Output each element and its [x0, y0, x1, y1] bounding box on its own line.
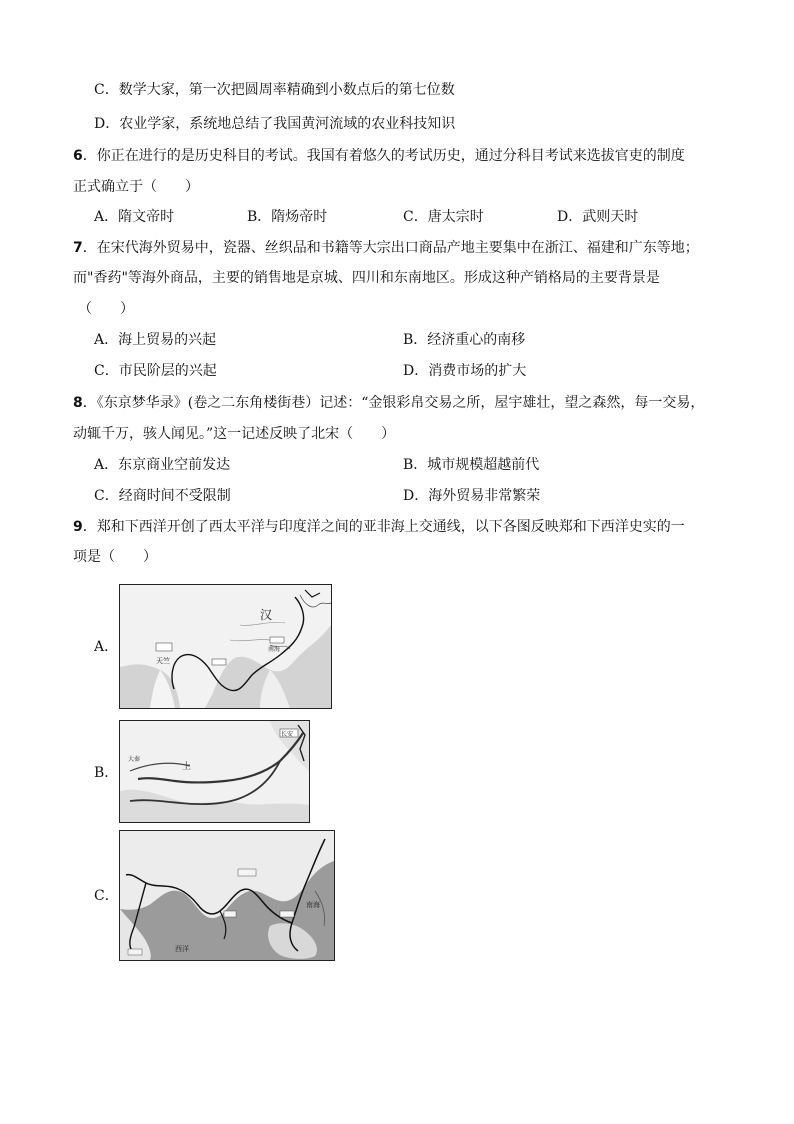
q9-option-a-label: A．: [94, 639, 119, 655]
q9-map-a-text-tianzhu: 天竺: [156, 657, 170, 665]
q6-option-b: B．隋炀帝时: [247, 209, 328, 225]
q9-stem-line2: 项是（ ）: [73, 549, 157, 565]
q6-stem-line2: 正式确立于（ ）: [73, 179, 199, 195]
q6-stem-text: ．你正在进行的是历史科目的考试。我国有着悠久的考试历史，通过分科目考试来选拔官吏的制度: [82, 148, 685, 164]
q9-map-a-text-nanhai: 南海: [268, 646, 281, 653]
q9-map-a-text-han: 汉: [260, 608, 273, 622]
q7-stem-line2: 而"香药"等海外商品，主要的销售地是京城、四川和东南地区。形成这种产销格局的主要背景是: [73, 270, 660, 286]
q9-map-c: [119, 830, 335, 961]
q9-stem-line1: [73, 517, 685, 537]
q6-number: 6: [73, 148, 83, 164]
q9-option-c-label: C．: [94, 888, 119, 904]
q9-map-a-graphic: [120, 585, 331, 708]
q7-stem-line1: [73, 238, 699, 258]
q9-stem-text: ．郑和下西洋开创了西太平洋与印度洋之间的亚非海上交通线，以下各图反映郑和下西洋史实的一: [82, 519, 685, 535]
q9-map-c-text-nanhai: 南海: [306, 901, 320, 909]
q7-option-b: B．经济重心的南移: [403, 332, 526, 348]
q8-option-b: B．城市规模超越前代: [403, 457, 540, 473]
q6-option-c: C．唐太宗时: [403, 209, 484, 225]
q7-stem-line3: （ ）: [78, 301, 134, 317]
q7-option-a: A．海上贸易的兴起: [94, 332, 217, 348]
q9-map-b: [119, 720, 310, 823]
q7-stem-text: ．在宋代海外贸易中，瓷器、丝织品和书籍等大宗出口商品产地主要集中在浙江、福建和广东等地；: [82, 240, 699, 256]
q9-map-c-graphic: [120, 831, 334, 960]
q8-stem-line1: [73, 393, 704, 413]
q5-option-d: D．农业学家，系统地总结了我国黄河流域的农业科技知识: [94, 116, 456, 132]
q9-map-b-text-daqin: 大秦: [128, 756, 141, 763]
q9-number: 9: [73, 519, 83, 535]
q7-number: 7: [73, 240, 83, 256]
q8-stem-text: ．《东京梦华录》(卷之二东角楼街巷）记述：“金银彩帛交易之所，屋宇雄壮，望之森然，每一交易，: [82, 395, 705, 411]
q8-option-d: D．海外贸易非常繁荣: [403, 488, 541, 504]
q9-map-b-text-shang: 上: [182, 762, 192, 772]
q6-option-a: A．隋文帝时: [94, 209, 175, 225]
q6-stem-line1: [73, 146, 685, 166]
q9-map-c-text-xiyang: 西洋: [175, 945, 189, 953]
q7-option-c: C．市民阶层的兴起: [94, 363, 217, 379]
q9-map-b-graphic: [120, 721, 309, 822]
q8-option-c: C．经商时间不受限制: [94, 488, 231, 504]
q7-option-d: D．消费市场的扩大: [403, 363, 527, 379]
q9-map-b-text-changan: 长安: [281, 731, 294, 738]
q9-option-b-label: B．: [94, 765, 119, 781]
q6-option-d: D．武则天时: [557, 209, 639, 225]
q8-stem-line2: 动辄千万，骇人闻见。”这一记述反映了北宋（ ）: [73, 426, 396, 442]
q9-map-a: [119, 584, 332, 709]
q5-option-c: C．数学大家，第一次把圆周率精确到小数点后的第七位数: [94, 82, 455, 98]
q8-number: 8: [73, 395, 83, 411]
q8-option-a: A．东京商业空前发达: [94, 457, 231, 473]
